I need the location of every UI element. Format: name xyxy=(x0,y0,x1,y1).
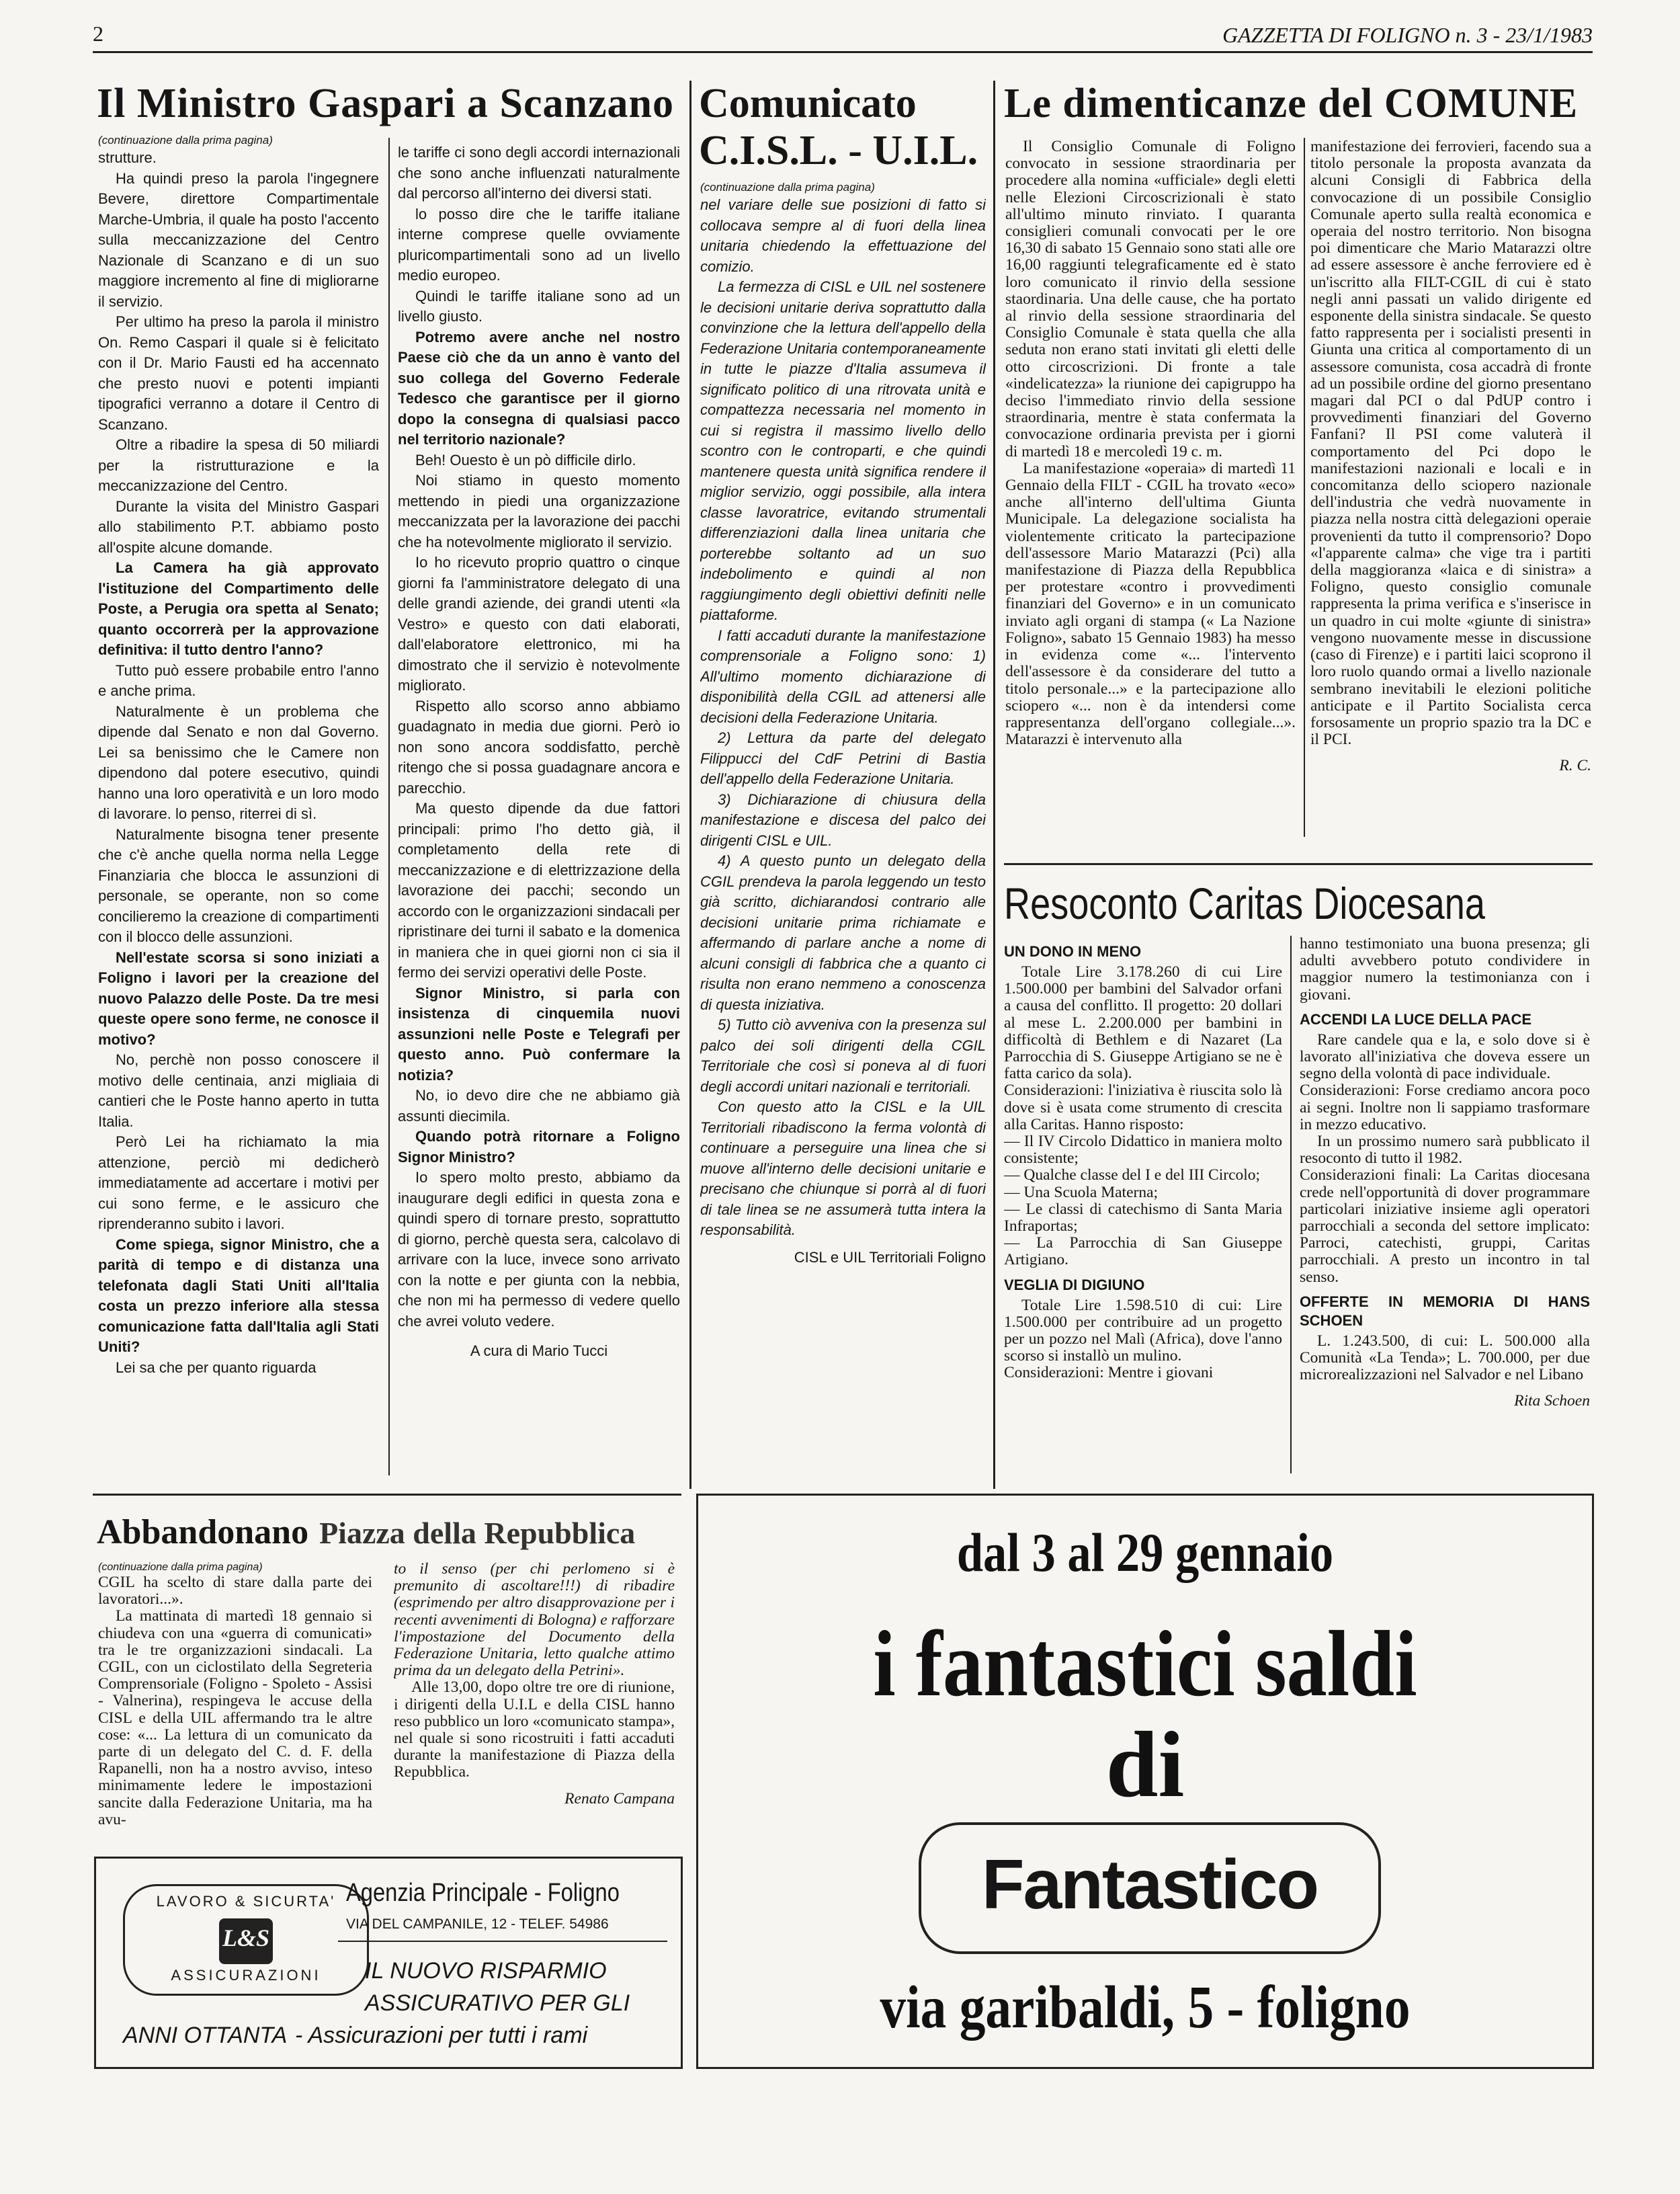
paragraph: Signor Ministro, si parla con insistenza di cinquemila nuovi assunzioni nelle Poste e Telegrafi per questo anno. Può confermare la notizia? xyxy=(398,984,680,1084)
paragraph: Considerazioni: l'iniziativa è riuscita solo là dove si è usata come strumento di crescita alla Caritas. Hanno risposto: xyxy=(1004,1082,1282,1133)
ad-di: di xyxy=(1105,1713,1185,1817)
header-rule xyxy=(93,51,1593,53)
paragraph: lo posso dire che le tariffe italiane interne comprese quelle ovviamente pluricompartimentali sono ad un livello medio europeo. xyxy=(398,205,680,284)
paragraph: La Camera ha già approvato l'istituzione del Compartimento delle Poste, a Perugia ora spetta al Senato; quanto occorrerà per la approvazione definitiva: il tutto dentro l'anno? xyxy=(98,559,379,658)
paragraph: Considerazioni: Mentre i giovani xyxy=(1004,1364,1214,1382)
signature: A cura di Mario Tucci xyxy=(470,1342,608,1359)
paragraph: Tutto può essere probabile entro l'anno e anche prima. xyxy=(98,661,379,699)
paragraph: Quando potrà ritornare a Foligno Signor Ministro? xyxy=(398,1128,680,1166)
fantastico-brand: Fantastico xyxy=(981,1846,1318,1924)
paragraph: Rare candele qua e la, e solo dove si è lavorato all'iniziativa che doveva essere un segno della volontà di pace individuale. xyxy=(1300,1030,1590,1083)
comune-column-1 xyxy=(1005,138,1296,841)
paragraph: Beh! Ouesto è un pò difficile dirlo. xyxy=(415,451,636,469)
cisl-column xyxy=(700,180,986,1484)
logo-mark-text: L&S xyxy=(222,1924,269,1951)
paragraph: Come spiega, signor Ministro, che a parità di tempo e di distanza una telefonata dagli Stati Uniti all'Italia costa un prezzo inferiore alla stessa comunicazione fatta dall'Italia agli Stati Uniti? xyxy=(98,1235,379,1355)
gaspari-title: Il Ministro Gaspari a Scanzano xyxy=(97,81,675,126)
paragraph: Durante la visita del Ministro Gaspari allo stabilimento P.T. abbiamo posto all'ospite alcune domande. xyxy=(98,497,379,556)
column-rule xyxy=(689,81,691,1489)
paragraph: Potremo avere anche nel nostro Paese ciò che da un anno è vanto del suo collega del Governo Federale Tedesco che garantisce per il giorno dopo la consegna di qualsiasi pacco nel territorio nazionale? xyxy=(398,328,680,448)
paragraph: Naturalmente è un problema che dipende dal Senato e non dal Governo. Lei sa benissimo che le Camere non dipendono dal potere esecutivo, quindi hanno una loro operatività e un loro modo di lavorare. lo penso, riterrei di sì. xyxy=(98,702,379,822)
paragraph: hanno testimoniato una buona presenza; gli adulti avvebbero potuto condividere in maggior numero la testimonianza con i giovani. xyxy=(1300,936,1590,1004)
signature: Rita Schoen xyxy=(1514,1392,1590,1410)
paragraph: Alle 13,00, dopo oltre tre ore di riunione, i dirigenti della U.I.L e della CISL hanno reso pubblico un loro «comunicato stampa», nel quale si sono ricostruiti i fatti accaduti durante la manifestazione di Piazza della Repubblica. xyxy=(394,1678,675,1781)
comune-col2-body xyxy=(1310,138,1591,775)
address-rule xyxy=(338,1941,667,1942)
signature: Renato Campana xyxy=(564,1789,675,1807)
paragraph: — Le classi di catechismo di Santa Maria Infraportas; xyxy=(1004,1200,1282,1235)
paragraph: Nell'estate scorsa si sono iniziati a Foligno i lavori per la creazione del nuovo Palazzo delle Poste. Da tre mesi queste opere sono ferme, ne conosce il motivo? xyxy=(98,948,379,1048)
abbandonano-col1-body xyxy=(98,1574,372,1828)
paragraph: Quindi le tariffe italiane sono ad un livello giusto. xyxy=(398,287,680,325)
fantastico-brand-box xyxy=(919,1822,1381,1954)
agency-address: VIA DEL CAMPANILE, 12 - TELEF. 54986 xyxy=(346,1916,609,1932)
caritas-col2-body xyxy=(1300,936,1590,1410)
paragraph: No, perchè non posso conoscere il motivo delle centinaia, anzi migliaia di cantieri che le Poste hanno aperto in tutta Italia. xyxy=(98,1051,379,1130)
paragraph: 5) Tutto ciò avveniva con la presenza sul palco dei soli dirigenti della CGIL Territoriale che così si poneva al di fuori degli accordi unitari nazionali e territoriali. xyxy=(700,1016,986,1095)
continuation-note: (continuazione dalla prima pagina) xyxy=(700,181,875,194)
paragraph: 4) A questo punto un delegato della CGIL prendeva la parola leggendo un testo già scritto, dichiarandosi contrario alle decisioni unitarie prima richiamate e affermando di parlare anche a nome di alcuni consigli di fabbrica che a quanto ci risulta non erano nemmeno a conoscenza di questa iniziativa. xyxy=(700,852,986,1013)
continuation-note: (continuazione dalla prima pagina) xyxy=(98,1561,263,1573)
paragraph: 3) Dichiarazione di chiusura della manifestazione e discesa del palco dei dirigenti CISL e UIL. xyxy=(700,790,986,849)
insurance-ad xyxy=(94,1857,683,2069)
ad-dates: dal 3 al 29 gennaio xyxy=(956,1522,1334,1583)
section-rule xyxy=(1004,863,1593,865)
paragraph: Però Lei ha richiamato la mia attenzione, perciò mi dedicherò immediatamente ad accertare i motivi per cui sono ferme, e le assicuro che riprenderanno subito i lavori. xyxy=(98,1133,379,1232)
paragraph: — Una Scuola Materna; xyxy=(1004,1183,1159,1201)
cisl-title-line-1: Comunicato xyxy=(699,81,917,126)
paragraph: Io ho ricevuto proprio quattro o cinque giorni fa l'amministratore delegato di una delle grandi aziende, dei grandi utenti «la Vestro» e questo con dati elaborati, dall'elaboratore elettronico, mi ha dimostrato che il servizio è notevolmente migliorato. xyxy=(398,554,680,694)
logo-text-bottom: ASSICURAZIONI xyxy=(171,1967,321,1984)
paragraph: Lei sa che per quanto riguarda xyxy=(116,1358,317,1376)
subheading: ACCENDI LA LUCE DELLA PACE xyxy=(1300,1010,1532,1028)
subheading: UN DONO IN MENO xyxy=(1004,943,1142,960)
paragraph: — La Parrocchia di San Giuseppe Artigiano. xyxy=(1004,1234,1282,1269)
paragraph: strutture. xyxy=(98,149,157,166)
continuation-note: (continuazione dalla prima pagina) xyxy=(98,134,273,147)
paragraph: Ha quindi preso la parola l'ingegnere Bevere, direttore Compartimentale Marche-Umbria, il quale ha posto l'accento sulla meccanizzazione del Centro Nazionale di Scanzano e di un suo maggiore incremento al fine di migliorarne il servizio. xyxy=(98,169,379,310)
slogan-line-3a: ANNI OTTANTA xyxy=(123,2023,288,2048)
paragraph: CGIL ha scelto di stare dalla parte dei lavoratori...». xyxy=(98,1574,372,1609)
ad-address: via garibaldi, 5 - foligno xyxy=(880,1974,1411,2041)
paragraph: Il Consiglio Comunale di Foligno convocato in sessione straordinaria per procedere alla nomina «ufficiale» degli eletti nelle Elezioni Circoscrizionali è stato all'ultimo minuto rinviato. I quaranta consiglieri comunali convocati per le ore 16,30 di sabato 15 Gennaio sono stati alle ore 16,00 raggiunti telegraficamente ed è stato loro comunicato il rinvio della sessione staordinaria. Una delle cause, che ha portato al rinvio della sessione straordinaria del Consiglio Comunale è stata quella che alla seduta non erano stati invitati gli eletti delle otto circoscrizioni. Di fronte a tale «indelicatezza» la riunione dei capigruppo ha deciso l'immediato rinvio della sessione straordinaria, mentre è stata confermata la convocazione ordinaria prevista per i giorni di martedì 18 e mercoledì 19 c. m. xyxy=(1005,138,1296,460)
caritas-title: Resoconto Caritas Diocesana xyxy=(1004,879,1485,928)
column-rule xyxy=(1304,138,1305,837)
paragraph: Naturalmente bisogna tener presente che c'è anche quella norma nella Legge Finanziaria che blocca le assunzioni di personale, se operante, non so come concilieremo la creazione di compartimenti con il blocco delle assunzioni. xyxy=(98,825,379,945)
agency-name: Agenzia Principale - Foligno xyxy=(346,1879,620,1907)
paragraph: Ma questo dipende da due fattori principali: primo l'ho detto già, il completamento della rete di meccanizzazione e di elettrizzazione della lavorazione dei pacchi; secondo un accordo con le organizzazioni sindacali per ripristinare dei turni il sabato e la domenica in maniera che in quei giorni non ci sia il fermo dei servizi operativi delle Poste. xyxy=(398,800,680,981)
paragraph: Totale Lire 3.178.260 di cui Lire 1.500.000 per bambini del Salvador orfani a causa del conflitto. Il progetto: 20 dollari al mese L. 2.200.000 per bambini in difficoltà di Bethlem e di Nazaret (La Parrocchia di S. Giuseppe Artigiano se ne è fatta carico da sola). xyxy=(1004,963,1282,1083)
cisl-body xyxy=(700,195,986,1268)
paragraph: La manifestazione «operaia» di martedì 11 Gennaio della FILT - CGIL ha trovato «eco» anche all'interno dell'ultima Giunta Municipale. La delegazione socialista ha violentemente criticato la partecipazione dell'assessore Mario Matarazzi (Pci) alla manifestazione di Piazza della Repubblica per protestare «contro i provvedimenti finanziari del Governo» e in un comunicato inviato agli organi di stampa (« La Nazione Foligno», sabato 15 Gennaio 1983) ha messo in evidenza come «... l'intervento dell'assessore è da considerare del tutto a titolo personale...» e la partecipazione allo sciopero «... non è da intendersi come rappresentanza dell'organo collegiale...». Matarazzi è intervenuto alla xyxy=(1005,459,1296,749)
paragraph: Totale Lire 1.598.510 di cui: Lire 1.500.000 per contribuire ad un progetto per un pozzo nel Malì (Africa), dove l'anno scorso si installò un mulino. xyxy=(1004,1296,1282,1365)
paragraph: Con questo atto la CISL e la UIL Territoriali ribadiscono la ferma volontà di continuare a perseguire una linea che si muove all'interno delle decisioni unitarie e precisano che chiunque si porrà al di fuori di tale linea se ne assumerà tutta intera la responsabilità. xyxy=(700,1098,986,1238)
paragraph: I fatti accaduti durante la manifestazione comprensoriale a Foligno sono: 1) All'ultimo momento dichiarazione di disponibilità della CGIL ad attenersi alle decisioni della Federazione Unitaria. xyxy=(700,626,986,726)
paragraph: nel variare delle sue posizioni di fatto si collocava sempre al di fuori della linea unitaria chiedendo la effettuazione del comizio. xyxy=(700,196,986,275)
gaspari-col1-body xyxy=(98,148,379,1378)
abbandonano-column-2 xyxy=(394,1561,675,1843)
abbandonano-col2-body xyxy=(394,1561,675,1807)
paragraph: Considerazioni: Forse crediamo ancora poco ai segni. Inoltre non li sappiamo trasformare in mezzo educativo. xyxy=(1300,1082,1590,1133)
paragraph: Noi stiamo in questo momento mettendo in piedi una organizzazione meccanizzata per la lavorazione dei pacchi che ha notevolmente migliorato il servizio. xyxy=(398,472,680,551)
paragraph: Oltre a ribadire la spesa di 50 miliardi per la ristrutturazione e la meccanizzazione del Centro. xyxy=(98,436,379,494)
abbandonano-title-part-2: Piazza della Repubblica xyxy=(319,1516,636,1550)
paragraph: le tariffe ci sono degli accordi internazionali che sono anche influenzati naturalmente dal percorso all'interno dei diversi stati. xyxy=(398,144,680,202)
slogan-line-3b: - Assicurazioni per tutti i rami xyxy=(295,2023,588,2048)
cisl-title-line-2: C.I.S.L. - U.I.L. xyxy=(699,128,978,173)
column-rule xyxy=(1290,936,1292,1473)
section-rule xyxy=(93,1494,681,1496)
insurance-logo xyxy=(123,1884,369,1996)
paragraph: manifestazione dei ferrovieri, facendo sua a titolo personale la proposta avanzata da alcuni Consigli di Fabbrica della convocazione di un possibile Consiglio Comunale aperto sulla realtà economica e operaia del nostro territorio. Non bisogna poi dimenticare che Mario Matarazzi oltre ad essere assessore è anche ferroviere ed è un'iscritto alla FILT-CGIL di cui è stato negli anni passati un valido dirigente ed esponente della sinistra sindacale. Se questo fatto rappresenta per i socialisti presenti in Giunta una critica al comportamento di un assessore comunista, cosa accadrà di fronte ad un possibile ordine del giorno presentano magari dal PCI o dal PdUP contro i provvedimenti finanziari del Governo Fanfani? Il PSI come valuterà il comportamento del Pci dopo le manifestazioni nazionali e locali e in concomitanza dello sciopero nazionale dell'industria che vedrà nuovamente in piazza nella nostra città delegazioni operaie provenienti da tutto il comprensorio? Dopo «l'apparente calma» che vige tra i partiti della maggioranza «laica e di sinistra» a Foligno, questo consiglio comunale rappresenta la prima verifica e s'inserisce in un quadro in cui molte «giunte di sinistra» vengono nuovamente messe in discussione (caso di Firenze) e i partiti laici scoprono il loro ruolo quando ormai a livello nazionale sembrano inevitabili le elezioni politiche anticipate e il Partito Socialista cerca forsosamente un proprio spazio tra la DC e il PCI. xyxy=(1310,138,1591,749)
logo-text-top: LAVORO & SICURTA' xyxy=(156,1893,336,1910)
paragraph: Io spero molto presto, abbiamo da inaugurare degli edifici in questa zona e quindi spero di tornare presto, soprattutto di giorno, perchè questa sera, calcolavo di arrivare con la luce, invece sono arrivato con la notte e per giunta con la nebbia, che non mi ha permesso di vedere quello che avrei voluto vedere. xyxy=(398,1169,680,1330)
paragraph: — Il IV Circolo Didattico in maniera molto consistente; xyxy=(1004,1133,1282,1168)
masthead: GAZZETTA DI FOLIGNO n. 3 - 23/1/1983 xyxy=(1222,23,1593,47)
gaspari-column-1 xyxy=(98,133,379,1476)
subheading: VEGLIA DI DIGIUNO xyxy=(1004,1276,1145,1293)
signature: R. C. xyxy=(1559,757,1591,775)
caritas-col1-body xyxy=(1004,942,1282,1382)
column-rule xyxy=(993,81,995,1489)
abbandonano-title-part-1: Abbandonano xyxy=(97,1513,309,1551)
column-rule xyxy=(388,138,390,1475)
fantastico-ad xyxy=(696,1494,1594,2069)
slogan-line-1: IL NUOVO RISPARMIO xyxy=(365,1958,607,1984)
signature: CISL e UIL Territoriali Foligno xyxy=(794,1248,986,1266)
comune-column-2 xyxy=(1310,138,1591,844)
abbandonano-title xyxy=(97,1512,635,1552)
gaspari-column-2 xyxy=(398,143,680,1480)
caritas-column-1 xyxy=(1004,936,1282,1484)
comune-col1-body xyxy=(1005,138,1296,748)
gaspari-col2-body xyxy=(398,143,680,1362)
caritas-column-2 xyxy=(1300,936,1590,1484)
ad-headline: i fantastici saldi xyxy=(873,1612,1417,1716)
paragraph: Per ultimo ha preso la parola il ministro On. Remo Caspari il quale si è felicitato con il Dr. Mario Fausti ed ha accennato che presto nuovi e potenti impianti tipografici verranno a dotare il Centro di Scanzano. xyxy=(98,313,379,433)
paragraph: to il senso (per chi perlomeno si è premunito di ascoltare!!!) di ribadire (esprimendo per altro disapprovazione per i recenti avvenimenti di Bologna) e rafforzare l'impostazione del Documento della Federazione Unitaria, letto qualche attimo prima da un delegato della Petrini». xyxy=(394,1561,675,1680)
subheading: OFFERTE IN MEMORIA DI HANS SCHOEN xyxy=(1300,1293,1590,1329)
paragraph: 2) Lettura da parte del delegato Filippucci del CdF Petrini di Bastia dell'appello della Federazione Unitaria. xyxy=(700,729,986,787)
paragraph: No, io devo dire che ne abbiamo già assunti diecimila. xyxy=(398,1087,680,1125)
page-number: 2 xyxy=(93,22,103,46)
paragraph: La fermezza di CISL e UIL nel sostenere le decisioni unitarie deriva soprattutto dalla convinzione che la lettura dell'appello della Federazione Unitaria contemporaneamente in tutte le piazze d'Italia assumeva il significato politico di una ritrovata unità e compattezza necessaria nel momento in cui si registra il massimo livello dello scontro con le controparti, e che quindi mantenere questa unità significa rendere il miglior servizio, oggi possibile, alla intera classe lavoratrice, evitando strumentali differenziazioni dalla linea unitaria che porterebbe soltanto ad un suo indebolimento e quindi al non raggiungimento degli obiettivi definiti nelle piattaforme. xyxy=(700,278,986,623)
abbandonano-column-1 xyxy=(98,1561,372,1843)
paragraph: L. 1.243.500, di cui: L. 500.000 alla Comunità «La Tenda»; L. 700.000, per due microrealizzazioni nel Salvador e nel Libano xyxy=(1300,1332,1590,1384)
comune-title: Le dimenticanze del COMUNE xyxy=(1004,81,1579,126)
paragraph: Rispetto allo scorso anno abbiamo guadagnato in media due giorni. Però io non sono ancora soddisfatto, perchè ritengo che si possa guadagnare ancora e parecchio. xyxy=(398,697,680,797)
paragraph: — Qualche classe del I e del III Circolo; xyxy=(1004,1166,1261,1184)
slogan-line-2: ASSICURATIVO PER GLI xyxy=(365,1990,630,2016)
paragraph: Considerazioni finali: La Caritas diocesana crede nell'opportunità di dover programmare particolari iniziative insieme agli operatori parrocchiali a seconda del settore implicato: Parroci, catechisti, gruppi, Caritas parrocchiali. A presto un incontro in tal senso. xyxy=(1300,1166,1590,1286)
paragraph: La mattinata di martedì 18 gennaio si chiudeva con una «guerra di comunicati» tra le tre organizzazioni sindacali. La CGIL, con un ciclostilato della Segreteria Comprensoriale (Foligno - Spoleto - Assisi - Valnerina), respingeva le accuse della CISL e della UIL affermando tra le altre cose: «... La lettura di un comunicato da parte di un delegato del C. d. F. della Rapanelli, non ha a nostro avviso, inteso minimamente ledere le impostazioni sancite dalla Federazione Unitaria, ma ha avu- xyxy=(98,1607,372,1828)
paragraph: In un prossimo numero sarà pubblicato il resoconto di tutto il 1982. xyxy=(1300,1133,1590,1168)
